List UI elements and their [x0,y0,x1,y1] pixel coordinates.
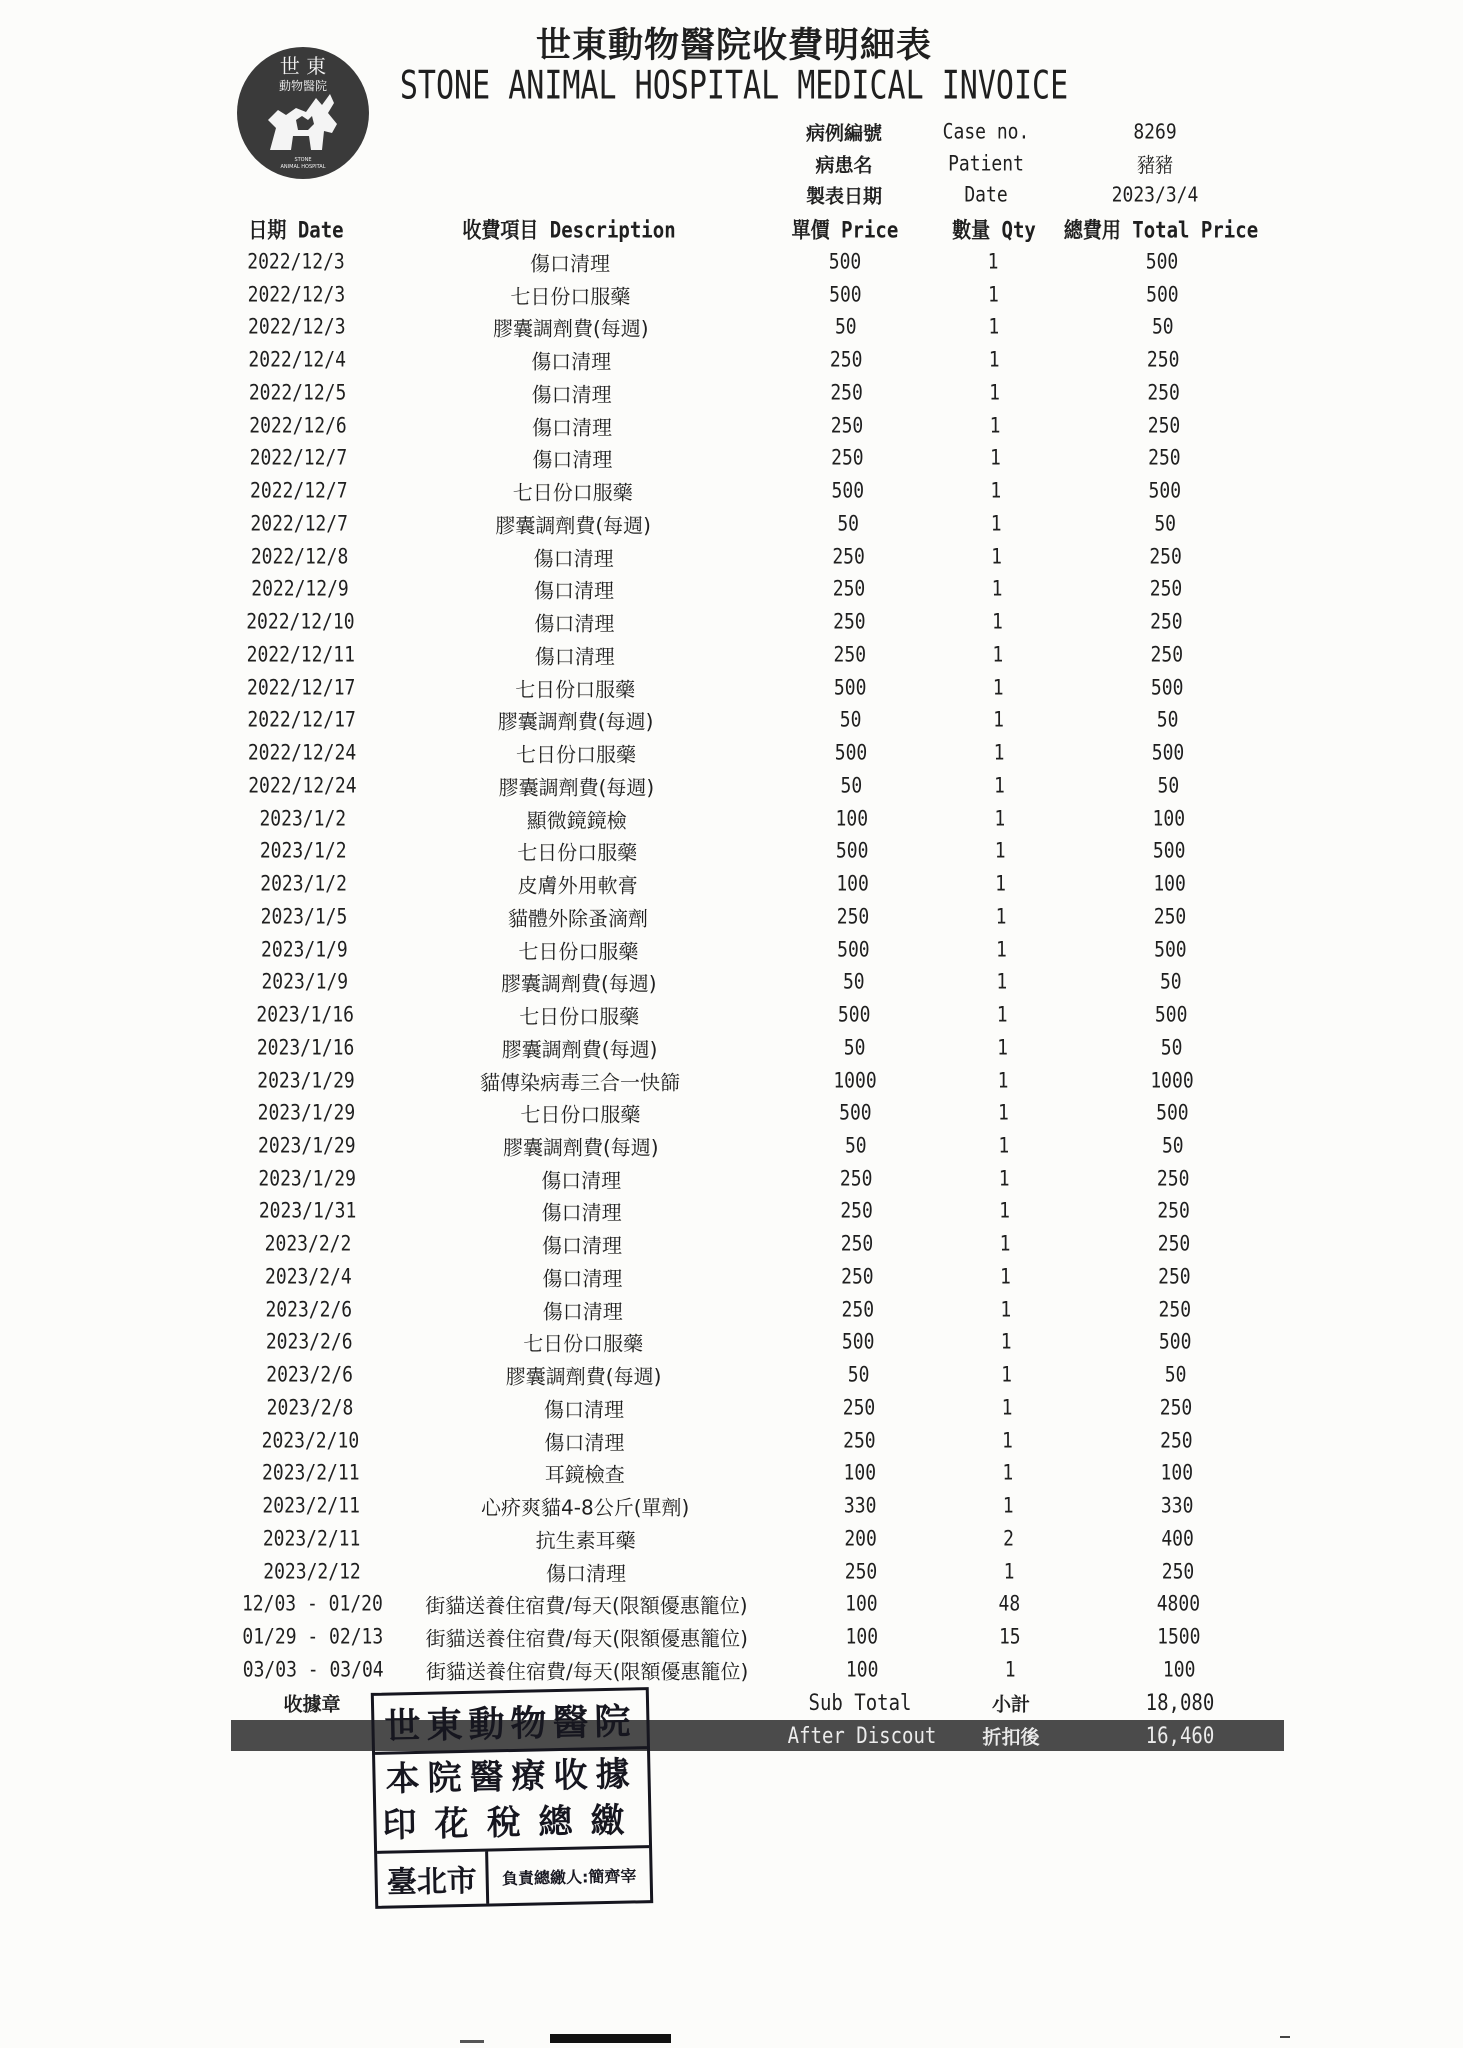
row-quantity: 1 [990,511,1002,537]
row-total-price: 50 [1151,314,1174,341]
row-quantity: 1 [994,805,1006,832]
row-total-price: 500 [1151,740,1185,766]
row-date: 2022/12/7 [250,478,348,504]
row-unit-price: 50 [842,969,865,995]
row-total-price: 500 [1150,675,1184,701]
row-description: 傷口清理 [530,251,610,276]
row-quantity: 1 [999,1231,1011,1257]
date-label-cn: 製表日期 [805,185,883,208]
row-description: 膠囊調劑費(每週) [502,1135,659,1160]
row-description: 膠囊調劑費(每週) [500,971,657,996]
row-unit-price: 500 [831,478,865,504]
patient-label-cn: 病患名 [815,154,873,177]
invoice-title-en: STONE ANIMAL HOSPITAL MEDICAL INVOICE [399,63,1069,109]
row-date: 2023/1/9 [261,936,348,963]
row-quantity: 48 [998,1591,1021,1617]
row-unit-price: 500 [828,249,862,275]
row-quantity: 1 [1003,1558,1015,1585]
row-quantity: 1 [998,1133,1010,1159]
row-total-price: 250 [1157,1231,1191,1257]
row-total-price: 250 [1159,1395,1193,1421]
row-quantity: 1 [994,838,1006,864]
row-quantity: 1 [1002,1493,1014,1519]
row-description: 耳鏡檢查 [544,1462,625,1487]
row-total-price: 250 [1158,1297,1192,1323]
row-unit-price: 1000 [833,1067,877,1094]
row-total-price: 500 [1148,478,1182,504]
row-total-price: 500 [1154,936,1187,963]
row-date: 2023/2/11 [262,1460,360,1486]
row-unit-price: 500 [841,1329,875,1356]
row-description: 傷口清理 [534,644,615,669]
row-description: 傷口清理 [531,349,612,374]
row-unit-price: 50 [839,707,862,733]
row-quantity: 1 [988,347,1000,373]
row-quantity: 1 [997,1067,1009,1094]
row-date: 2023/2/6 [265,1297,353,1323]
row-description: 心疥爽貓4-8公斤(單劑) [481,1495,690,1520]
row-description: 抗生素耳藥 [535,1528,636,1553]
row-date: 2023/1/29 [257,1100,356,1126]
row-description: 傷口清理 [541,1168,622,1193]
row-date: 2023/2/6 [266,1362,353,1388]
subtotal-label-cn: 小計 [991,1693,1031,1716]
row-total-price: 250 [1160,1428,1193,1454]
row-date: 2023/2/10 [261,1428,360,1454]
row-quantity: 1 [991,544,1003,570]
row-total-price: 250 [1147,413,1181,439]
row-total-price: 50 [1157,773,1180,799]
row-unit-price: 330 [843,1493,877,1519]
scan-mark [1280,2036,1290,2038]
row-description: 貓體外除蚤滴劑 [508,906,648,931]
row-description: 七日份口服藥 [512,480,633,505]
row-description: 街貓送養住宿費/每天(限額優惠籠位) [425,1593,748,1618]
row-date: 2023/1/29 [258,1133,356,1159]
date-label-en: Date [964,182,1008,208]
row-quantity: 1 [996,969,1008,995]
row-unit-price: 250 [831,445,864,472]
row-total-price: 250 [1146,347,1180,373]
row-total-price: 500 [1158,1329,1192,1356]
row-quantity: 1 [995,936,1007,963]
row-total-price: 250 [1150,609,1183,635]
row-description: 七日份口服藥 [518,939,639,964]
row-total-price: 1500 [1157,1624,1201,1650]
row-description: 街貓送養住宿費/每天(限額優惠籠位) [426,1659,749,1684]
row-description: 七日份口服藥 [523,1331,644,1356]
row-unit-price: 250 [832,576,866,602]
row-quantity: 1 [993,707,1005,733]
row-date: 2023/2/2 [264,1231,352,1257]
row-total-price: 100 [1153,871,1186,897]
row-quantity: 1 [1000,1329,1012,1356]
row-total-price: 100 [1160,1460,1194,1486]
row-description: 傷口清理 [546,1561,626,1586]
row-date: 12/03 - 01/20 [241,1591,383,1617]
row-description: 七日份口服藥 [520,1102,641,1127]
row-date: 2023/2/11 [262,1526,361,1552]
row-description: 皮膚外用軟膏 [517,873,638,898]
row-total-price: 250 [1158,1264,1191,1290]
row-description: 傷口清理 [544,1430,625,1455]
row-date: 2022/12/24 [248,773,357,799]
row-date: 2022/12/4 [248,347,346,373]
row-quantity: 1 [988,314,1000,341]
row-unit-price: 50 [837,511,860,537]
stamp-body [375,1749,649,1854]
row-total-price: 250 [1148,445,1181,472]
discount-label-cn: 折扣後 [982,1726,1040,1749]
row-unit-price: 100 [836,871,869,897]
case-no-value: 8269 [1133,119,1177,145]
row-description: 傷口清理 [534,611,615,636]
patient-value: 豬豬 [1137,153,1173,178]
row-date: 2023/2/6 [265,1329,353,1356]
row-date: 2023/1/2 [259,838,347,864]
row-quantity: 1 [991,609,1003,635]
row-unit-price: 100 [843,1460,877,1486]
row-total-price: 4800 [1156,1591,1201,1617]
row-date: 2023/1/16 [256,1002,354,1028]
row-quantity: 1 [991,576,1003,602]
row-date: 2022/12/10 [246,609,355,635]
row-description: 傷口清理 [531,382,612,407]
row-quantity: 1 [989,413,1001,439]
row-total-price: 250 [1149,576,1183,602]
row-total-price: 250 [1156,1166,1190,1192]
row-quantity: 1 [996,1002,1008,1028]
row-total-price: 250 [1153,904,1187,930]
row-quantity: 1 [987,249,999,275]
row-description: 膠囊調劑費(每週) [497,709,654,734]
row-total-price: 50 [1160,1035,1183,1061]
discount-label-en: After Discout [787,1723,937,1749]
row-description: 傷口清理 [544,1397,624,1422]
date-value: 2023/3/4 [1111,182,1199,208]
row-total-price: 500 [1154,1002,1188,1028]
row-unit-price: 50 [843,1035,866,1061]
row-unit-price: 50 [844,1133,867,1159]
row-unit-price: 50 [847,1362,870,1388]
row-description: 膠囊調劑費(每週) [505,1364,662,1389]
row-unit-price: 250 [840,1231,874,1257]
row-date: 2022/12/3 [248,314,346,341]
discount-value: 16,460 [1145,1723,1215,1749]
row-total-price: 500 [1146,282,1179,308]
row-quantity: 1 [992,675,1004,701]
row-quantity: 1 [992,642,1004,668]
row-date: 2023/1/29 [258,1166,356,1192]
row-date: 2023/1/31 [258,1198,357,1225]
row-unit-price: 500 [834,740,868,766]
row-description: 貓傳染病毒三合一快篩 [480,1070,680,1094]
row-unit-price: 200 [844,1526,877,1552]
subtotal-value: 18,080 [1145,1690,1215,1716]
case-no-label-cn: 病例編號 [805,122,883,145]
row-description: 傷口清理 [542,1233,622,1258]
row-date: 2023/2/4 [265,1264,352,1290]
row-date: 2022/12/17 [247,707,356,733]
row-total-price: 100 [1152,805,1186,832]
row-unit-price: 100 [845,1591,878,1617]
row-date: 2022/12/3 [247,249,345,275]
row-description: 傷口清理 [542,1299,623,1324]
row-date: 2023/1/2 [259,805,347,832]
row-date: 2022/12/7 [250,511,348,537]
column-header-description: 收費項目 Description [462,218,676,244]
row-unit-price: 500 [837,1002,871,1028]
row-unit-price: 250 [830,413,864,439]
row-quantity: 1 [1004,1657,1016,1683]
row-description: 傷口清理 [532,447,613,472]
row-quantity: 1 [993,773,1005,799]
logo-small-text-1: STONE [294,157,312,163]
row-total-price: 50 [1164,1362,1187,1388]
row-description: 膠囊調劑費(每週) [498,775,655,800]
row-quantity: 1 [997,1035,1009,1061]
row-quantity: 1 [999,1264,1011,1290]
row-unit-price: 50 [840,773,863,799]
row-unit-price: 500 [837,936,870,963]
column-header-qty: 數量 Qty [952,218,1036,244]
row-date: 01/29 - 02/13 [242,1624,384,1650]
stamp-responsible-person: 負責總繳人:簡齊宰 [501,1865,637,1888]
row-unit-price: 500 [829,282,862,308]
row-description: 七日份口服藥 [517,840,638,865]
row-total-price: 330 [1160,1493,1194,1519]
row-description: 七日份口服藥 [516,742,636,767]
logo-text-line2: 動物醫院 [278,79,328,93]
row-unit-price: 500 [833,675,867,701]
row-quantity: 2 [1003,1526,1015,1552]
row-quantity: 1 [998,1166,1010,1192]
row-quantity: 1 [999,1198,1011,1225]
row-date: 2023/1/2 [260,871,347,897]
row-date: 2022/12/9 [251,576,349,602]
row-total-price: 50 [1154,511,1177,537]
stamp-footer [377,1848,650,1906]
row-unit-price: 250 [839,1166,873,1192]
row-unit-price: 250 [836,904,870,930]
row-total-price: 250 [1149,544,1182,570]
row-description: 七日份口服藥 [510,284,631,309]
row-date: 2023/1/16 [256,1035,355,1061]
row-description: 街貓送養住宿費/每天(限額優惠籠位) [425,1626,748,1651]
row-description: 七日份口服藥 [515,677,636,702]
row-unit-price: 250 [829,347,863,373]
stamp-tax-seal [371,1687,653,1909]
row-date: 2022/12/17 [247,675,356,701]
row-unit-price: 250 [841,1264,874,1290]
row-total-price: 250 [1150,642,1184,668]
case-no-label-en: Case no. [942,119,1030,145]
invoice-title-cn: 世東動物醫院收費明細表 [535,26,933,66]
logo-small-text-2: ANIMAL HOSPITAL [280,164,326,170]
row-quantity: 1 [1001,1428,1013,1454]
row-description: 顯微鏡鏡檢 [526,808,627,833]
row-description: 傷口清理 [533,546,614,571]
row-date: 2023/1/29 [257,1067,355,1094]
logo-text-line1: 世 東 [279,54,327,78]
row-date: 2022/12/7 [249,445,348,472]
scan-mark [550,2034,671,2043]
row-date: 2022/12/11 [246,642,355,668]
column-header-date: 日期 Date [248,218,344,244]
receipt-stamp-label: 收據章 [283,1693,341,1716]
row-quantity: 1 [989,445,1001,472]
row-quantity: 1 [990,478,1002,504]
row-total-price: 250 [1157,1198,1190,1225]
row-unit-price: 250 [843,1428,876,1454]
row-date: 2023/2/12 [263,1558,361,1585]
row-total-price: 50 [1161,1133,1184,1159]
row-total-price: 400 [1161,1526,1194,1552]
column-header-price: 單價 Price [791,218,899,244]
row-description: 膠囊調劑費(每週) [501,1037,658,1062]
row-description: 傷口清理 [542,1266,623,1291]
row-quantity: 15 [998,1624,1021,1650]
stamp-city: 臺北市 [377,1852,489,1906]
row-quantity: 1 [989,380,1001,406]
row-quantity: 1 [1001,1395,1013,1421]
row-date: 03/03 - 03/04 [242,1657,384,1683]
row-quantity: 1 [997,1100,1009,1126]
row-total-price: 1000 [1150,1067,1194,1094]
row-quantity: 1 [993,740,1005,766]
row-quantity: 1 [1002,1460,1014,1486]
row-quantity: 1 [1000,1297,1012,1323]
row-total-price: 50 [1156,707,1179,733]
row-date: 2022/12/6 [249,413,347,439]
row-unit-price: 250 [842,1395,876,1421]
row-total-price: 100 [1162,1657,1196,1683]
row-description: 傷口清理 [532,415,612,440]
row-total-price: 250 [1147,380,1180,406]
row-total-price: 250 [1161,1558,1195,1585]
row-description: 傷口清理 [534,578,614,603]
row-unit-price: 250 [832,544,865,570]
row-total-price: 500 [1156,1100,1189,1126]
row-date: 2023/2/8 [266,1395,354,1421]
scan-mark [460,2040,484,2043]
row-description: 七日份口服藥 [519,1004,640,1029]
row-date: 2022/12/8 [250,544,349,570]
row-total-price: 500 [1145,249,1179,275]
row-unit-price: 250 [844,1558,878,1585]
subtotal-label-en: Sub Total [808,1690,912,1716]
row-unit-price: 100 [845,1657,879,1683]
row-description: 膠囊調劑費(每週) [492,316,649,341]
stamp-hospital-name: 世東動物醫院 [374,1690,647,1755]
stamp-line-2: 印花稅總繳 [382,1800,643,1846]
row-date: 2023/1/9 [261,969,349,995]
row-unit-price: 50 [834,314,857,341]
patient-label-en: Patient [948,151,1024,177]
row-unit-price: 250 [833,609,866,635]
row-unit-price: 250 [841,1297,875,1323]
row-quantity: 1 [987,282,999,308]
row-date: 2022/12/5 [248,380,347,406]
row-unit-price: 100 [845,1624,879,1650]
row-total-price: 500 [1152,838,1186,864]
row-unit-price: 500 [835,838,869,864]
row-date: 2023/2/11 [262,1493,360,1519]
row-unit-price: 100 [835,805,869,832]
row-quantity: 1 [995,904,1007,930]
row-description: 膠囊調劑費(每週) [495,513,651,538]
row-total-price: 50 [1159,969,1182,995]
row-date: 2022/12/3 [247,282,346,308]
row-quantity: 1 [1001,1362,1013,1388]
stamp-line-1: 本院醫療收據 [385,1754,638,1800]
row-quantity: 1 [995,871,1007,897]
row-unit-price: 500 [839,1100,872,1126]
row-unit-price: 250 [830,380,863,406]
row-unit-price: 250 [840,1198,873,1225]
column-header-total: 總費用 Total Price [1063,218,1259,244]
row-date: 2023/1/5 [260,904,348,930]
row-description: 傷口清理 [541,1200,622,1225]
row-date: 2022/12/24 [247,740,357,766]
row-unit-price: 250 [833,642,867,668]
